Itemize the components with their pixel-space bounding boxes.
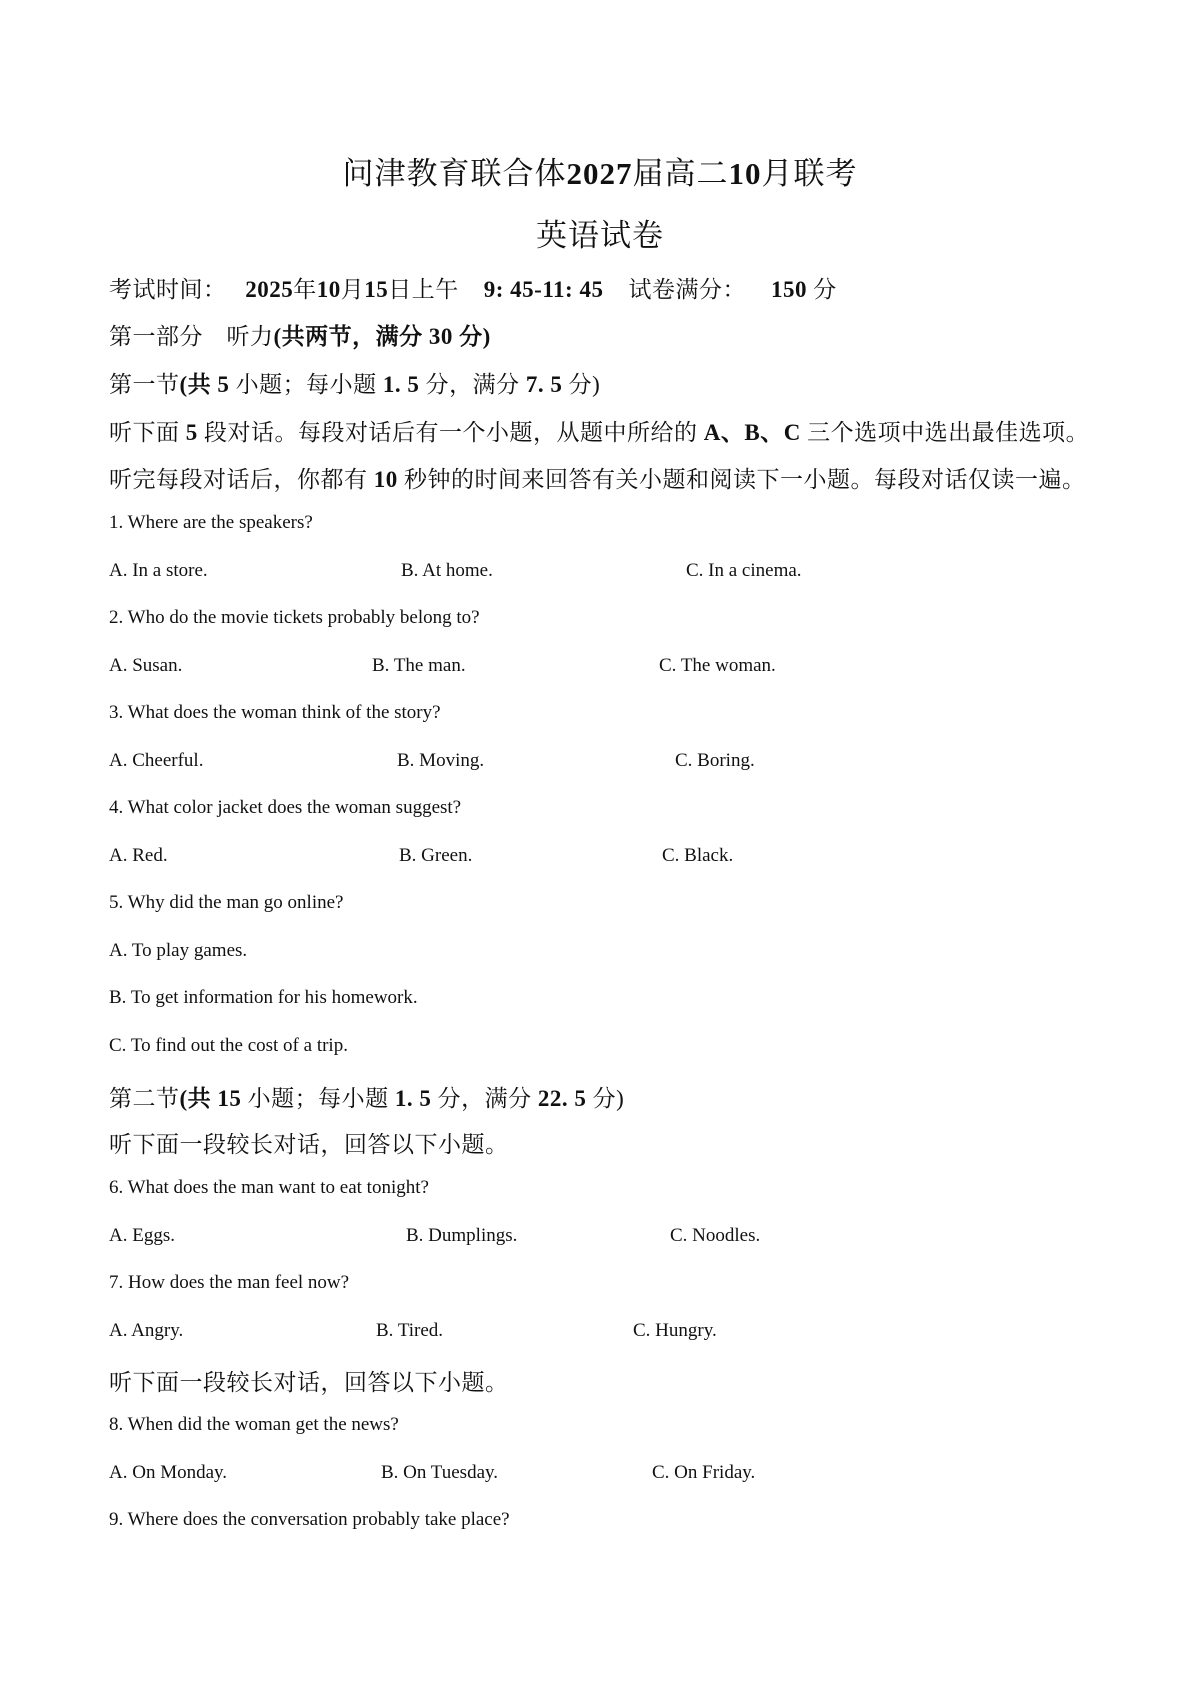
score-label: 试卷满分： bbox=[628, 277, 746, 302]
exam-year: 2025 bbox=[245, 277, 294, 302]
s1-instr1-a: 听下面 bbox=[109, 420, 180, 445]
s1-h-n1: 5 bbox=[217, 372, 230, 397]
question-3-option-b: B. Moving. bbox=[397, 750, 485, 771]
s1-h-c: 小题；每小题 bbox=[235, 372, 377, 397]
question-8-option-b: B. On Tuesday. bbox=[381, 1462, 499, 1483]
section1-heading bbox=[109, 366, 600, 399]
s2-h-a: 第二节 bbox=[109, 1086, 180, 1111]
s1-instr1-b: 段对话。每段对话后有一个小题，从题中所给的 bbox=[204, 420, 698, 445]
question-6-stem: 6. What does the man want to eat tonight? bbox=[109, 1177, 429, 1198]
part1-heading bbox=[109, 318, 491, 351]
question-5-option-b: B. To get information for his homework. bbox=[109, 987, 418, 1008]
s1-h-n2: 1. 5 bbox=[382, 372, 420, 397]
question-1-option-a: A. In a store. bbox=[109, 560, 208, 581]
question-7-option-a: A. Angry. bbox=[109, 1320, 184, 1341]
question-4-option-c: C. Black. bbox=[662, 845, 734, 866]
section2-heading bbox=[109, 1080, 624, 1113]
time-range: 9: 45-11: 45 bbox=[483, 277, 604, 302]
s2-h-b: (共 bbox=[179, 1086, 212, 1111]
s1-h-e: 分) bbox=[568, 372, 601, 397]
s2-h-n1: 15 bbox=[217, 1086, 242, 1111]
question-6-option-c: C. Noodles. bbox=[670, 1225, 761, 1246]
question-6-option-b: B. Dumplings. bbox=[406, 1225, 518, 1246]
s2-h-n3: 22. 5 bbox=[537, 1086, 587, 1111]
title-mid: 届高二 bbox=[632, 156, 729, 191]
question-2-option-b: B. The man. bbox=[372, 655, 466, 676]
question-7-option-b: B. Tired. bbox=[376, 1320, 444, 1341]
question-4-stem: 4. What color jacket does the woman suggest? bbox=[109, 797, 462, 818]
year-char: 年 bbox=[293, 277, 317, 302]
question-1-stem: 1. Where are the speakers? bbox=[109, 512, 313, 533]
s1-h-d: 分，满分 bbox=[425, 372, 520, 397]
question-5-stem: 5. Why did the man go online? bbox=[109, 892, 344, 913]
exam-subtitle: 英语试卷 bbox=[536, 218, 664, 253]
part1-heading-c: 分) bbox=[459, 324, 491, 349]
question-4-option-a: A. Red. bbox=[109, 845, 168, 866]
title-pre: 问津教育联合体 bbox=[342, 156, 567, 191]
question-5-option-c: C. To find out the cost of a trip. bbox=[109, 1035, 348, 1056]
long-dialog-instruction-1: 听下面一段较长对话，回答以下小题。 bbox=[109, 1132, 509, 1157]
question-7-stem: 7. How does the man feel now? bbox=[109, 1272, 350, 1293]
s1-h-a: 第一节 bbox=[109, 372, 180, 397]
part1-heading-num: 30 bbox=[428, 324, 453, 349]
question-1-option-c: C. In a cinema. bbox=[686, 560, 802, 581]
question-2-option-a: A. Susan. bbox=[109, 655, 183, 676]
question-5-option-a: A. To play games. bbox=[109, 940, 248, 961]
full-score: 150 bbox=[770, 277, 807, 302]
s1-instr2-a: 听完每段对话后，你都有 bbox=[109, 467, 368, 492]
day-char: 日上午 bbox=[388, 277, 459, 302]
question-3-option-a: A. Cheerful. bbox=[109, 750, 204, 771]
question-2-stem: 2. Who do the movie tickets probably belong to? bbox=[109, 607, 480, 628]
exam-month: 10 bbox=[316, 277, 341, 302]
question-9-stem: 9. Where does the conversation probably take place? bbox=[109, 1509, 510, 1530]
section1-instruction-1 bbox=[109, 414, 1089, 447]
question-7-option-c: C. Hungry. bbox=[633, 1320, 717, 1341]
question-3-option-c: C. Boring. bbox=[675, 750, 755, 771]
question-3-stem: 3. What does the woman think of the story? bbox=[109, 702, 441, 723]
s2-h-c: 小题；每小题 bbox=[247, 1086, 389, 1111]
title-post: 月联考 bbox=[761, 156, 858, 191]
s1-h-b: (共 bbox=[179, 372, 212, 397]
s2-h-e: 分) bbox=[592, 1086, 625, 1111]
title-month: 10 bbox=[728, 156, 762, 191]
exam-info bbox=[109, 271, 837, 304]
section1-instruction-2 bbox=[109, 461, 1086, 494]
month-char: 月 bbox=[340, 277, 365, 302]
time-label: 考试时间： bbox=[109, 277, 227, 302]
score-unit: 分 bbox=[813, 277, 837, 302]
s2-h-d: 分，满分 bbox=[437, 1086, 532, 1111]
s2-h-n2: 1. 5 bbox=[394, 1086, 432, 1111]
s1-instr2-n: 10 bbox=[373, 467, 398, 492]
exam-title bbox=[0, 148, 1200, 193]
question-1-option-b: B. At home. bbox=[401, 560, 493, 581]
s1-instr1-n: 5 bbox=[185, 420, 198, 445]
s1-instr2-b: 秒钟的时间来回答有关小题和阅读下一小题。每段对话仅读一遍。 bbox=[404, 467, 1086, 492]
s1-instr1-c: 三个选项中选出最佳选项。 bbox=[807, 420, 1090, 445]
part1-heading-a: 第一部分 听力 bbox=[109, 324, 274, 349]
question-4-option-b: B. Green. bbox=[399, 845, 473, 866]
question-8-option-a: A. On Monday. bbox=[109, 1462, 228, 1483]
question-8-option-c: C. On Friday. bbox=[652, 1462, 756, 1483]
part1-heading-b: (共两节，满分 bbox=[273, 324, 423, 349]
question-6-option-a: A. Eggs. bbox=[109, 1225, 175, 1246]
exam-day: 15 bbox=[364, 277, 389, 302]
s1-h-n3: 7. 5 bbox=[525, 372, 563, 397]
long-dialog-instruction-2: 听下面一段较长对话，回答以下小题。 bbox=[109, 1370, 509, 1395]
title-year: 2027 bbox=[566, 156, 633, 191]
question-8-stem: 8. When did the woman get the news? bbox=[109, 1414, 399, 1435]
question-2-option-c: C. The woman. bbox=[659, 655, 776, 676]
s1-instr1-abc: A、B、C bbox=[703, 420, 801, 445]
